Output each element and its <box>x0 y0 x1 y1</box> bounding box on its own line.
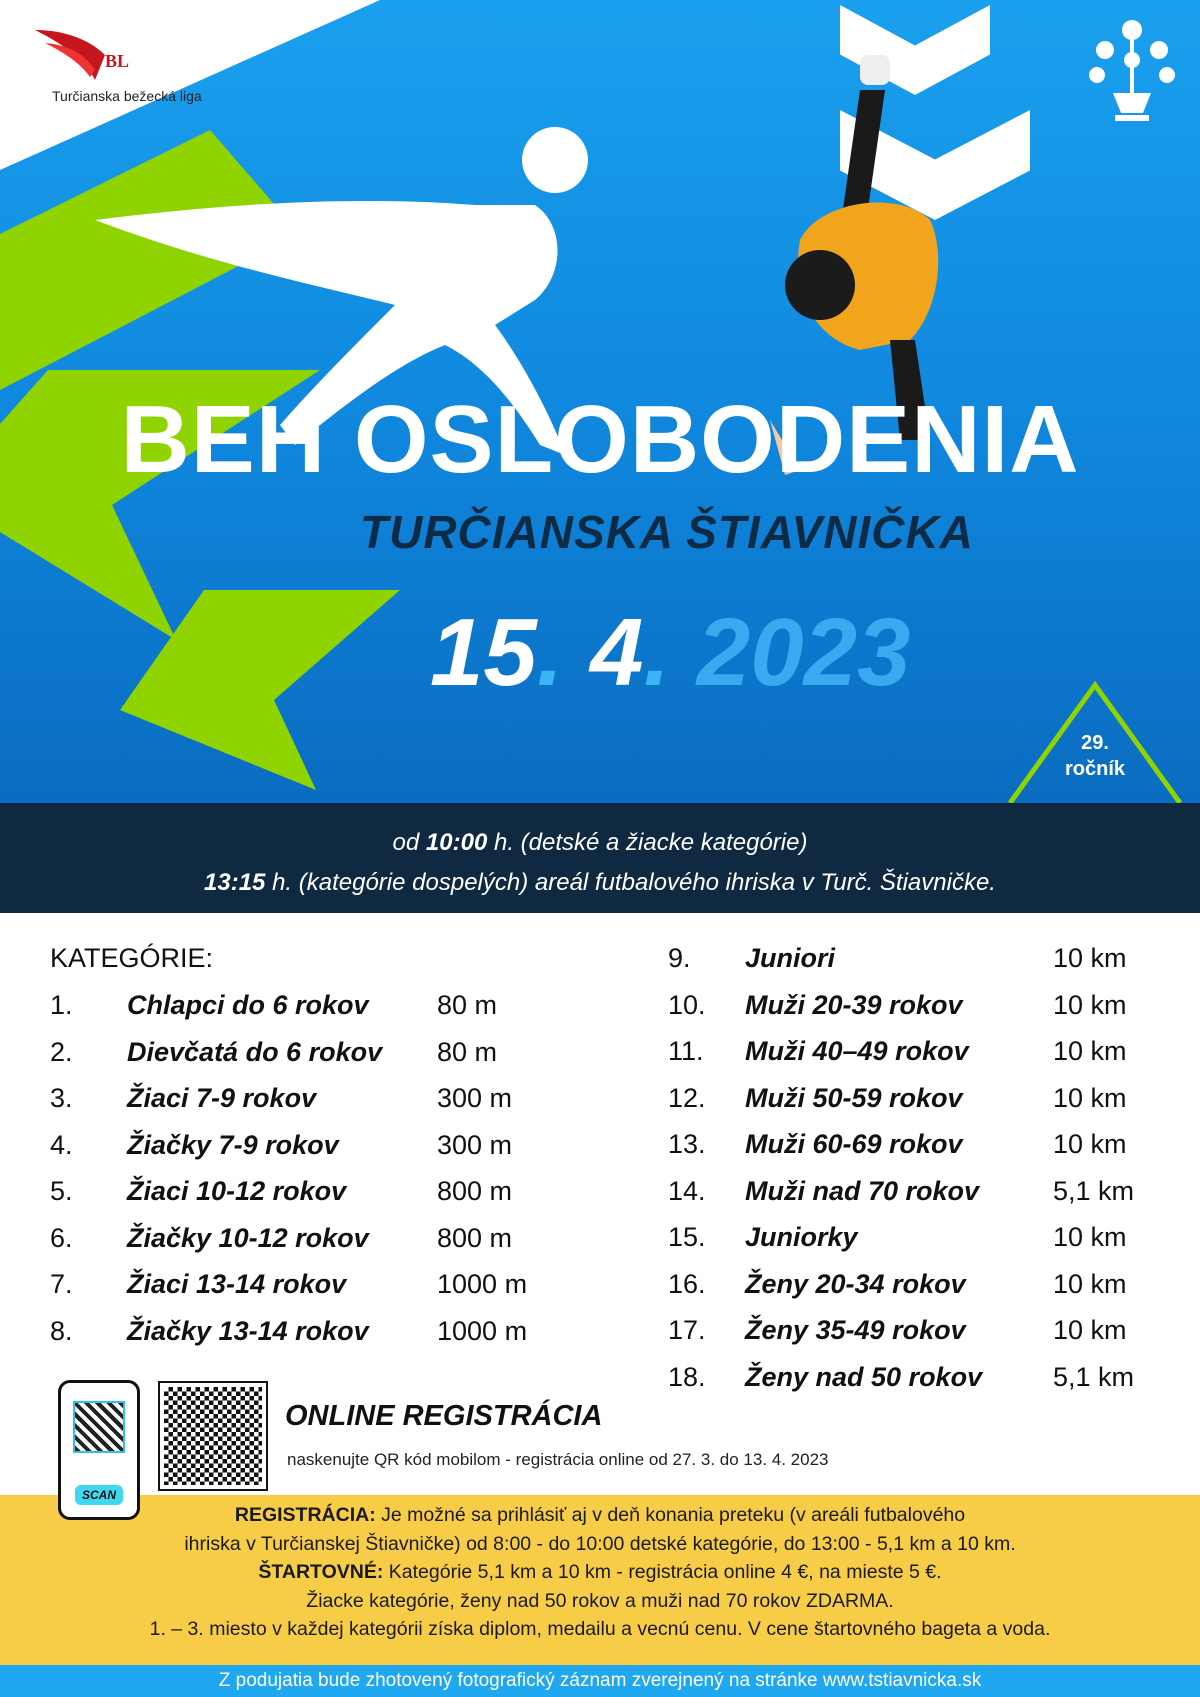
footer-note: Z podujatia bude zhotovený fotografický záznam zverejnený na stránke www.tstiavnicka.sk <box>0 1665 1200 1697</box>
category-name: Žiaci 7-9 rokov <box>127 1083 317 1113</box>
category-name: Juniorky <box>745 1222 858 1252</box>
free-info: Žiacke kategórie, ženy nad 50 rokov a muži nad 70 rokov ZDARMA. <box>306 1589 894 1612</box>
date-day: 15 <box>430 599 537 706</box>
category-name: Ženy 20-34 rokov <box>745 1268 966 1299</box>
category-num: 15. <box>668 1222 706 1252</box>
edition-number: 29. <box>1081 732 1109 754</box>
category-num: 12. <box>668 1082 706 1113</box>
categories-heading: KATEGÓRIE: <box>50 943 214 973</box>
category-distance: 5,1 km <box>1053 1175 1135 1206</box>
edition-badge <box>1005 680 1185 800</box>
svg-text:BL: BL <box>105 51 130 71</box>
schedule-line-1: od 10:00 h. (detské a žiacke kategórie) <box>392 829 808 856</box>
category-distance: 5,1 km <box>1053 1361 1135 1392</box>
category-distance: 300 m <box>437 1129 513 1160</box>
online-registration-text: naskenujte QR kód mobilom - registrácia online od 27. 3. do 13. 4. 2023 <box>287 1450 829 1469</box>
category-name: Žiačky 13-14 rokov <box>127 1315 369 1346</box>
category-name: Žiaci 13-14 rokov <box>127 1269 347 1299</box>
edition-label: ročník <box>1064 758 1126 780</box>
date-month: 4 <box>590 599 644 706</box>
bl-logo-icon <box>35 25 145 85</box>
category-num: 4. <box>50 1129 73 1160</box>
category-num: 18. <box>668 1361 706 1392</box>
category-name: Ženy 35-49 rokov <box>745 1315 966 1345</box>
category-name: Muži 50-59 rokov <box>745 1082 963 1113</box>
category-distance: 10 km <box>1053 943 1127 973</box>
category-num: 7. <box>50 1269 73 1299</box>
schedule-band <box>0 803 1200 913</box>
category-num: 10. <box>668 989 706 1020</box>
category-num: 6. <box>50 1222 73 1253</box>
category-name: Žiačky 7-9 rokov <box>127 1129 339 1160</box>
village-emblem-icon <box>1085 15 1180 125</box>
category-num: 8. <box>50 1315 73 1346</box>
category-distance: 10 km <box>1053 1082 1127 1113</box>
category-distance: 10 km <box>1053 1129 1127 1159</box>
category-num: 3. <box>50 1083 73 1113</box>
scan-label: SCAN <box>75 1485 123 1505</box>
category-num: 16. <box>668 1268 706 1299</box>
registration-info: REGISTRÁCIA: Je možné sa prihlásiť aj v deň konania preteku (v areáli futbalového <box>234 1504 966 1526</box>
category-num: 2. <box>50 1036 73 1067</box>
category-name: Chlapci do 6 rokov <box>127 990 369 1020</box>
category-num: 5. <box>50 1176 73 1206</box>
category-num: 9. <box>668 943 691 973</box>
category-name: Muži 40–49 rokov <box>745 1036 969 1066</box>
category-distance: 800 m <box>437 1176 513 1206</box>
info-box <box>0 1495 1200 1665</box>
category-name: Žiačky 10-12 rokov <box>127 1222 369 1253</box>
category-name: Juniori <box>745 943 836 973</box>
fee-info: ŠTARTOVNÉ: Kategórie 5,1 km a 10 km - registrácia online 4 €, na mieste 5 €. <box>258 1561 942 1583</box>
category-distance: 10 km <box>1053 1268 1127 1299</box>
category-num: 14. <box>668 1175 706 1206</box>
qr-mini-icon <box>73 1401 125 1453</box>
date-year: 2023 <box>696 599 911 706</box>
category-name: Muži 60-69 rokov <box>745 1129 963 1159</box>
category-distance: 1000 m <box>437 1315 528 1346</box>
prizes-info: 1. – 3. miesto v každej kategórii získa diplom, medailu a vecnú cenu. V cene štartovného bageta a voda. <box>149 1618 1051 1640</box>
phone-scan-icon <box>58 1380 140 1520</box>
event-title: BEH OSLOBODENIA <box>120 386 1080 493</box>
logo-caption: Turčianska bežecká liga <box>52 88 202 104</box>
category-name: Muži nad 70 rokov <box>745 1175 980 1206</box>
category-name: Dievčatá do 6 rokov <box>127 1036 383 1067</box>
registration-qr-code[interactable] <box>160 1383 266 1489</box>
category-distance: 10 km <box>1053 1036 1127 1066</box>
online-registration-heading: ONLINE REGISTRÁCIA <box>285 1400 603 1432</box>
category-num: 13. <box>668 1129 706 1159</box>
category-num: 17. <box>668 1315 706 1345</box>
category-distance: 800 m <box>437 1222 513 1253</box>
category-num: 11. <box>668 1036 704 1066</box>
category-distance: 80 m <box>437 990 498 1020</box>
category-distance: 10 km <box>1053 989 1127 1020</box>
schedule-line-2: 13:15 h. (kategórie dospelých) areál futbalového ihriska v Turč. Štiavničke. <box>204 869 996 896</box>
category-distance: 300 m <box>437 1083 513 1113</box>
category-name: Ženy nad 50 rokov <box>745 1361 983 1392</box>
event-date: 15. 4. 2023 <box>430 599 911 706</box>
hero-banner <box>0 0 1200 803</box>
registration-info-2: ihriska v Turčianskej Štiavničke) od 8:00 - do 10:00 detské kategórie, do 13:00 - 5,1 km a 10 km. <box>184 1532 1016 1555</box>
category-name: Žiaci 10-12 rokov <box>127 1176 347 1206</box>
category-num: 1. <box>50 990 73 1020</box>
event-location: TURČIANSKA ŠTIAVNIČKA <box>360 506 974 558</box>
category-distance: 10 km <box>1053 1222 1127 1252</box>
category-distance: 10 km <box>1053 1315 1127 1345</box>
category-name: Muži 20-39 rokov <box>745 989 963 1020</box>
category-distance: 1000 m <box>437 1269 528 1299</box>
category-distance: 80 m <box>437 1036 498 1067</box>
